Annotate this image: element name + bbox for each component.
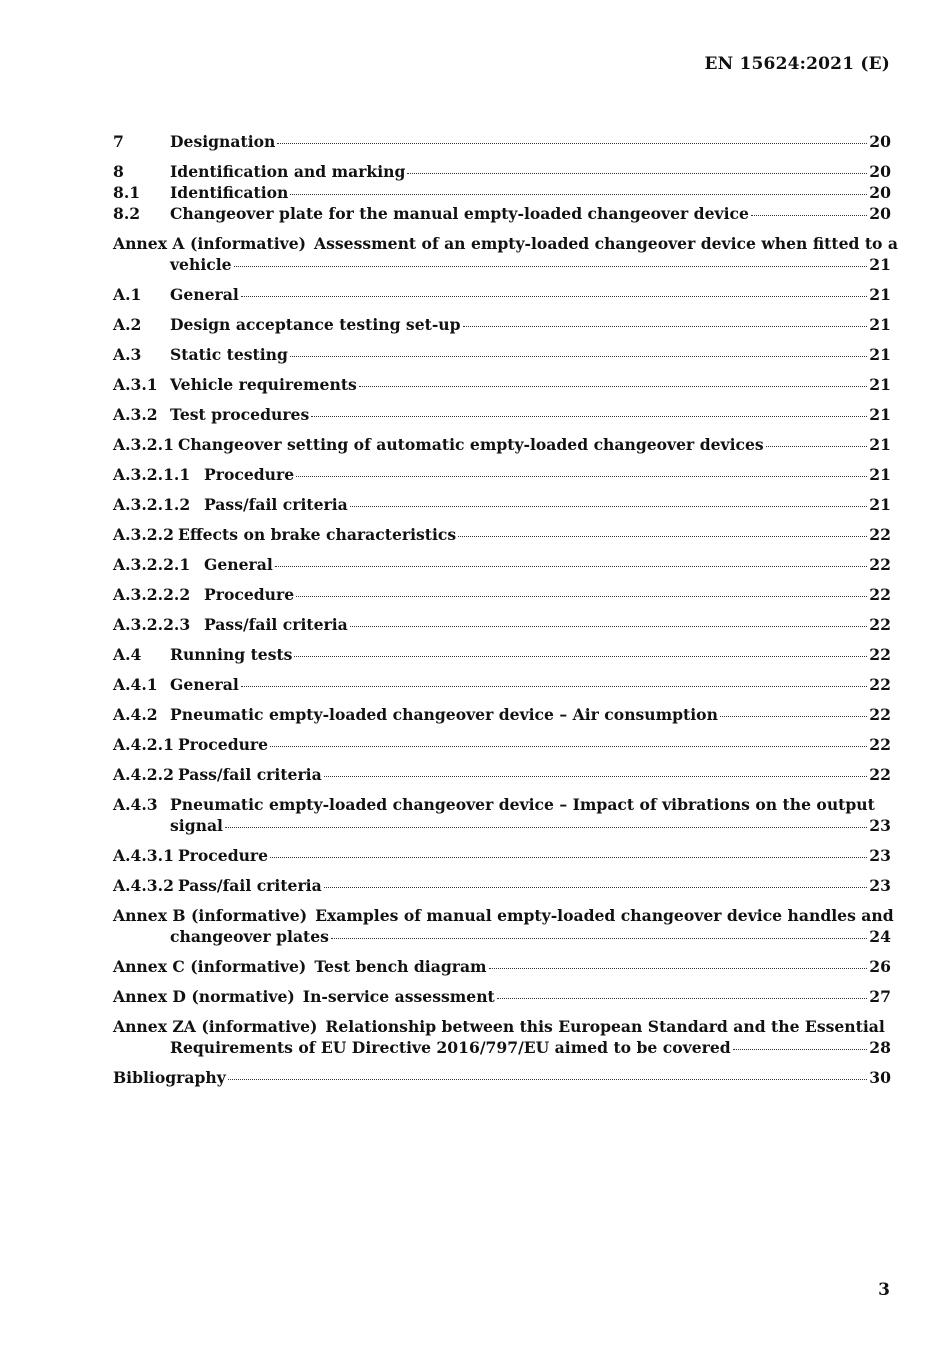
toc-page: 22 xyxy=(869,615,891,634)
toc-entry-a-4-3[interactable] xyxy=(113,794,891,836)
toc-number: A.4.2.1 xyxy=(113,735,174,754)
toc-entry-a-1[interactable] xyxy=(113,284,891,305)
toc-number: 8.1 xyxy=(113,183,141,202)
toc-title: General xyxy=(204,555,273,574)
toc-entry-8-2[interactable] xyxy=(113,203,891,224)
leader-dots xyxy=(489,968,868,969)
toc-number: A.3.2.1 xyxy=(113,435,174,454)
toc-number: Annex ZA (informative) xyxy=(113,1017,318,1036)
toc-number: A.3.2.2.3 xyxy=(113,615,191,634)
leader-dots xyxy=(331,938,867,939)
leader-dots xyxy=(324,887,868,888)
toc-page: 21 xyxy=(869,255,891,274)
toc-entry-a-4-3-1[interactable] xyxy=(113,845,891,866)
leader-dots xyxy=(463,326,868,327)
toc-title: Static testing xyxy=(170,345,288,364)
leader-dots xyxy=(720,716,867,717)
toc-title: Procedure xyxy=(177,846,269,865)
toc-number: Annex B (informative) xyxy=(113,906,308,925)
toc-entry-8[interactable] xyxy=(113,161,891,182)
toc-page: 20 xyxy=(869,183,891,202)
toc-number: A.4.2 xyxy=(113,705,158,724)
toc-title: Design acceptance testing set-up xyxy=(170,315,461,334)
leader-dots xyxy=(234,266,868,267)
leader-dots xyxy=(733,1049,868,1050)
toc-title-line1: Examples of manual empty-loaded changeover device handles and xyxy=(315,906,894,925)
toc-title: General xyxy=(170,675,239,694)
toc-page: 23 xyxy=(869,846,891,865)
toc-entry-annex-za[interactable] xyxy=(113,1016,891,1058)
toc-number: A.3.2.2.1 xyxy=(113,555,191,574)
toc-number: 7 xyxy=(113,132,124,151)
toc-title: Identification and marking xyxy=(170,162,406,181)
leader-dots xyxy=(458,536,867,537)
leader-dots xyxy=(766,446,868,447)
toc-entry-annex-d[interactable] xyxy=(113,986,891,1007)
toc-entry-a-4-2[interactable] xyxy=(113,704,891,725)
leader-dots xyxy=(270,857,867,858)
leader-dots xyxy=(359,386,867,387)
toc-title: Test procedures xyxy=(170,405,310,424)
toc-page: 22 xyxy=(869,525,891,544)
toc-number: A.3.2.2.2 xyxy=(113,585,191,604)
toc-entry-a-4[interactable] xyxy=(113,644,891,665)
leader-dots xyxy=(241,686,868,687)
leader-dots xyxy=(225,827,867,828)
toc-page: 20 xyxy=(869,132,891,151)
toc-number: Annex D (normative) xyxy=(113,987,295,1006)
toc-number: A.1 xyxy=(113,285,142,304)
toc-title-line1: Relationship between this European Standard and the Essential xyxy=(325,1017,885,1036)
leader-dots xyxy=(294,656,867,657)
toc-number: A.4.3.1 xyxy=(113,846,174,865)
toc-title: Pass/fail criteria xyxy=(177,765,322,784)
toc-title: Procedure xyxy=(204,585,295,604)
toc-entry-a-3-2-2-2[interactable] xyxy=(113,584,891,605)
toc-title: Running tests xyxy=(170,645,293,664)
toc-title: Designation xyxy=(170,132,276,151)
toc-page: 20 xyxy=(869,204,891,223)
toc-page: 26 xyxy=(869,957,891,976)
leader-dots xyxy=(324,776,868,777)
leader-dots xyxy=(497,998,868,999)
toc-entry-annex-b[interactable] xyxy=(113,905,894,947)
toc-page: 21 xyxy=(869,435,891,454)
leader-dots xyxy=(228,1079,868,1080)
leader-dots xyxy=(296,596,867,597)
leader-dots xyxy=(277,143,867,144)
toc-title-line1: Assessment of an empty-loaded changeover device when fitted to a xyxy=(314,234,898,253)
leader-dots xyxy=(311,416,867,417)
toc-page: 22 xyxy=(869,555,891,574)
toc-title: Procedure xyxy=(177,735,269,754)
toc-title-line2: signal xyxy=(170,816,223,835)
toc-entry-annex-a[interactable] xyxy=(113,233,898,275)
toc-title: Bibliography xyxy=(113,1068,226,1087)
toc-entry-a-4-3-2[interactable] xyxy=(113,875,891,896)
toc-title: Pass/fail criteria xyxy=(204,615,348,634)
toc-number: Annex A (informative) xyxy=(113,234,307,253)
toc-number: A.4.3 xyxy=(113,795,158,814)
toc-page: 21 xyxy=(869,285,891,304)
toc-entry-bibliography[interactable] xyxy=(113,1067,891,1088)
toc-number: A.4 xyxy=(113,645,142,664)
toc-page: 21 xyxy=(869,465,891,484)
toc-number: A.4.3.2 xyxy=(113,876,174,895)
toc-title: Test bench diagram xyxy=(314,957,487,976)
toc-page: 22 xyxy=(869,705,891,724)
toc-title-line2: vehicle xyxy=(170,255,232,274)
toc-title: In-service assessment xyxy=(302,987,495,1006)
toc-page: 22 xyxy=(869,675,891,694)
toc-number: Annex C (informative) xyxy=(113,957,307,976)
toc-page: 20 xyxy=(869,162,891,181)
toc-entry-a-3-2-2-3[interactable] xyxy=(113,614,891,635)
toc-title: General xyxy=(170,285,239,304)
toc-number: A.4.1 xyxy=(113,675,158,694)
toc-entry-a-4-1[interactable] xyxy=(113,674,891,695)
toc-entry-a-2[interactable] xyxy=(113,314,891,335)
toc-number: A.3.2.1.2 xyxy=(113,495,191,514)
leader-dots xyxy=(270,746,867,747)
toc-title: Changeover setting of automatic empty-loaded changeover devices xyxy=(177,435,764,454)
toc-title-line2: Requirements of EU Directive 2016/797/EU aimed to be covered xyxy=(170,1038,731,1057)
page-number: 3 xyxy=(878,1280,890,1300)
document-id-header: EN 15624:2021 (E) xyxy=(704,54,890,74)
toc-entry-a-3-1[interactable] xyxy=(113,374,891,395)
toc-page: 27 xyxy=(869,987,891,1006)
toc-title: Identification xyxy=(170,183,289,202)
toc-number: 8.2 xyxy=(113,204,141,223)
toc-page: 23 xyxy=(869,876,891,895)
toc-entry-a-3[interactable] xyxy=(113,344,891,365)
toc-entry-8-1[interactable] xyxy=(113,182,891,203)
toc-number: A.3 xyxy=(113,345,142,364)
toc-entry-a-3-2-2[interactable] xyxy=(113,524,891,545)
toc-page: 23 xyxy=(869,816,891,835)
toc-page: 22 xyxy=(869,735,891,754)
toc-entry-annex-c[interactable] xyxy=(113,956,891,977)
toc-entry-a-3-2-1-2[interactable] xyxy=(113,494,891,515)
toc-title-line2: changeover plates xyxy=(170,927,329,946)
toc-number: A.3.2 xyxy=(113,405,158,424)
toc-entry-a-4-2-1[interactable] xyxy=(113,734,891,755)
toc-number: A.4.2.2 xyxy=(113,765,174,784)
leader-dots xyxy=(275,566,868,567)
toc-title: Pass/fail criteria xyxy=(177,876,322,895)
leader-dots xyxy=(296,476,867,477)
toc-entry-a-3-2[interactable] xyxy=(113,404,891,425)
toc-title-line1: Pneumatic empty-loaded changeover device – Impact of vibrations on the output xyxy=(170,795,875,814)
toc-entry-a-3-2-1-1[interactable] xyxy=(113,464,891,485)
toc-page: 21 xyxy=(869,405,891,424)
toc-title: Vehicle requirements xyxy=(170,375,357,394)
toc-number: A.2 xyxy=(113,315,142,334)
toc-page: 21 xyxy=(869,495,891,514)
toc-page: 21 xyxy=(869,315,891,334)
toc-title: Pass/fail criteria xyxy=(204,495,348,514)
toc-entry-7[interactable] xyxy=(113,131,891,152)
toc-number: A.3.1 xyxy=(113,375,158,394)
toc-page: 21 xyxy=(869,375,891,394)
toc-entry-a-4-2-2[interactable] xyxy=(113,764,891,785)
toc-page: 22 xyxy=(869,645,891,664)
leader-dots xyxy=(407,173,867,174)
toc-title: Changeover plate for the manual empty-loaded changeover device xyxy=(170,204,749,223)
leader-dots xyxy=(350,506,868,507)
toc-title: Pneumatic empty-loaded changeover device – Air consumption xyxy=(170,705,718,724)
table-of-contents xyxy=(113,131,898,1088)
toc-page: 30 xyxy=(869,1068,891,1087)
toc-title: Effects on brake characteristics xyxy=(177,525,457,544)
toc-entry-a-3-2-1[interactable] xyxy=(113,434,891,455)
toc-title: Procedure xyxy=(204,465,295,484)
toc-page: 28 xyxy=(869,1038,891,1057)
toc-entry-a-3-2-2-1[interactable] xyxy=(113,554,891,575)
toc-number: A.3.2.1.1 xyxy=(113,465,191,484)
toc-page: 21 xyxy=(869,345,891,364)
toc-page: 24 xyxy=(869,927,891,946)
leader-dots xyxy=(751,215,867,216)
toc-number: 8 xyxy=(113,162,124,181)
toc-page: 22 xyxy=(869,765,891,784)
leader-dots xyxy=(241,296,868,297)
leader-dots xyxy=(350,626,868,627)
leader-dots xyxy=(290,356,867,357)
toc-number: A.3.2.2 xyxy=(113,525,174,544)
leader-dots xyxy=(290,194,867,195)
toc-page: 22 xyxy=(869,585,891,604)
